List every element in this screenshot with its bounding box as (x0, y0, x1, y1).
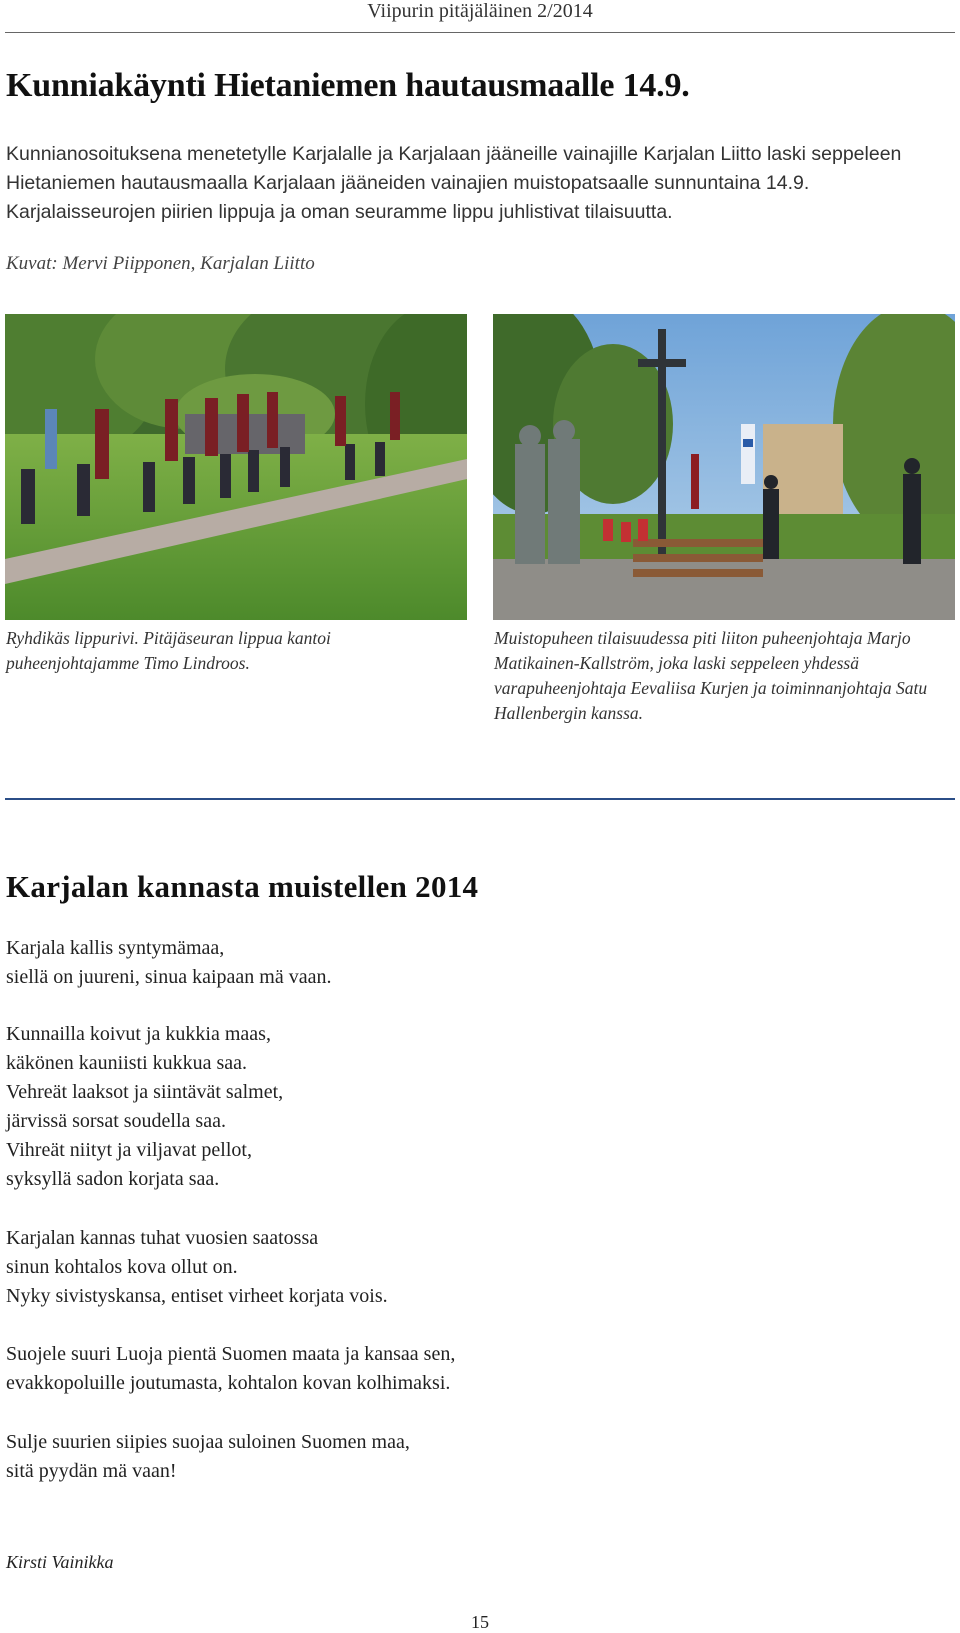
flag-line-photo (5, 314, 467, 620)
poem-line: sinun kohtalos kova ollut on. (6, 1256, 238, 1278)
poem-line: evakkopoluille joutumasta, kohtalon kovan kolhimaksi. (6, 1372, 451, 1394)
section-divider (5, 798, 955, 800)
article-intro: Kunnianosoituksena menetetylle Karjalalle ja Karjalaan jääneille vainajille Karjalan Liitto laski seppeleen Hietaniemen hautausmaalla Karjalaan jääneiden vainajien muistopatsaalle sunnuntaina 14.9. Karjalaisseurojen piirien lippuja ja oman seuramme lippu juhlistivat tilaisuutta. (6, 143, 902, 223)
poem-line: Sulje suurien siipies suojaa suloinen Suomen maa, (6, 1431, 410, 1453)
poem-line: Vihreät niityt ja viljavat pellot, (6, 1139, 252, 1161)
poem-line: siellä on juureni, sinua kaipaan mä vaan. (6, 966, 332, 988)
photo-caption-left: Ryhdikäs lippurivi. Pitäjäseuran lippua kantoi puheenjohtajamme Timo Lindroos. (6, 628, 331, 673)
poem-line: Karjalan kannas tuhat vuosien saatossa (6, 1227, 319, 1249)
poem-line: käkönen kauniisti kukkua saa. (6, 1052, 248, 1074)
poem-title: Karjalan kannasta muistellen 2014 (6, 869, 479, 904)
poem-line: Suojele suuri Luoja pientä Suomen maata ja kansaa sen, (6, 1343, 456, 1365)
page-number: 15 (471, 1612, 489, 1632)
poem-line: järvissä sorsat soudella saa. (6, 1110, 226, 1132)
monument-ceremony-photo (493, 314, 955, 620)
poem-author: Kirsti Vainikka (6, 1552, 114, 1572)
poem-line: Karjala kallis syntymämaa, (6, 937, 225, 959)
photo-caption-right: Muistopuheen tilaisuudessa piti liiton puheenjohtaja Marjo Matikainen-Kallström, joka laski seppeleen yhdessä varapuheenjohtaja Eevaliisa Kurjen ja toiminnanjohtaja Satu Hallenbergin kanssa. (494, 628, 928, 723)
poem-line: Nyky sivistyskansa, entiset virheet korjata vois. (6, 1285, 388, 1307)
poem-line: Kunnailla koivut ja kukkia maas, (6, 1023, 271, 1045)
header-rule (5, 32, 955, 33)
poem-line: Vehreät laaksot ja siintävät salmet, (6, 1081, 284, 1103)
poem-line: syksyllä sadon korjata saa. (6, 1168, 220, 1190)
running-title: Viipurin pitäjäläinen 2/2014 (367, 0, 593, 22)
poem-line: sitä pyydän mä vaan! (6, 1460, 177, 1482)
article-title: Kunniakäynti Hietaniemen hautausmaalle 14.9. (6, 67, 690, 104)
photo-credit: Kuvat: Mervi Piipponen, Karjalan Liitto (6, 253, 315, 274)
